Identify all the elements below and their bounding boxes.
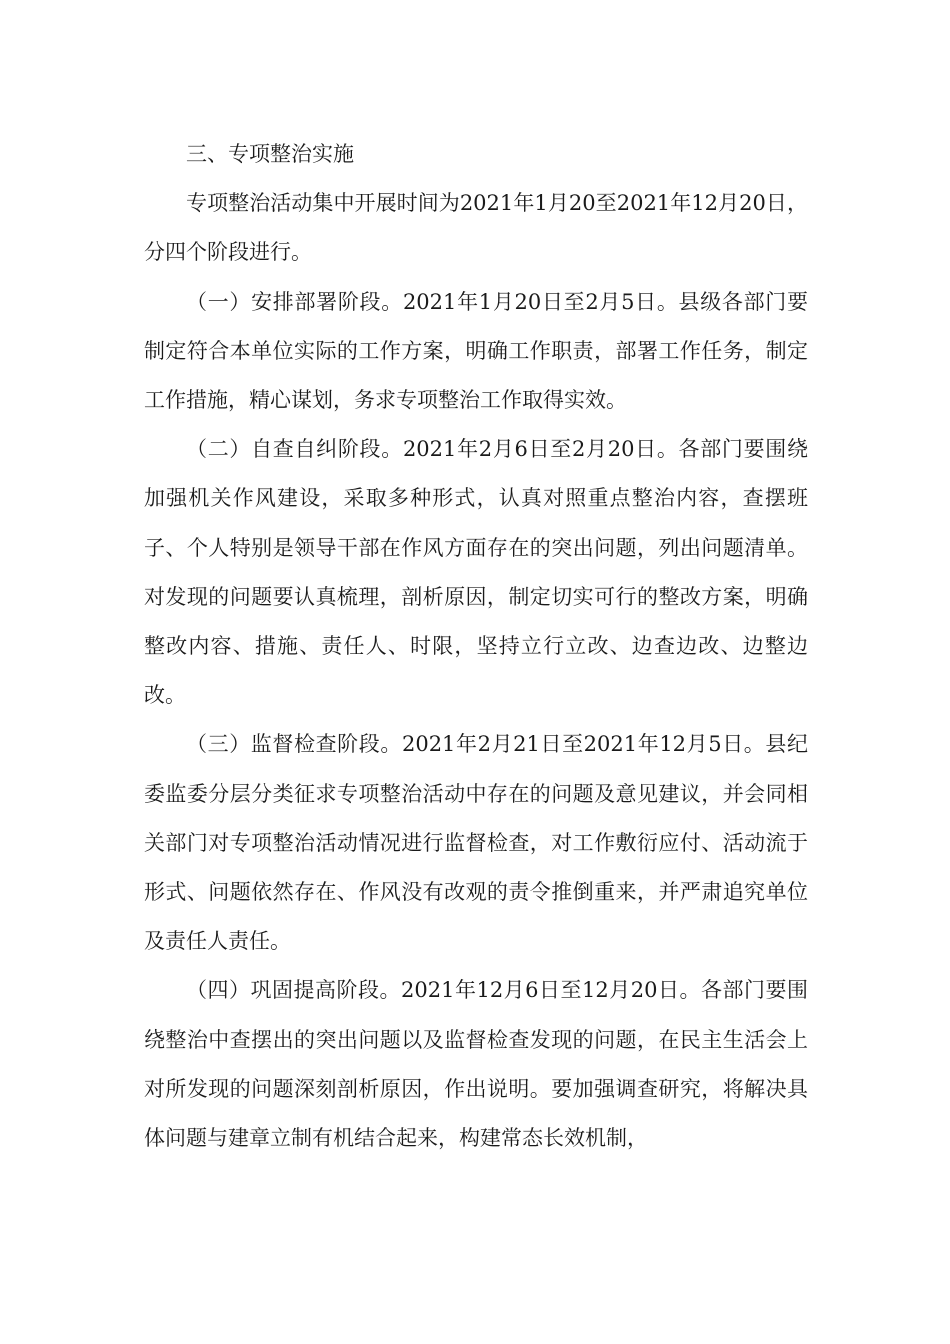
document-page (144, 130, 808, 1163)
paragraph-stage-2: （二）自查自纠阶段。2021年2月6日至2月20日。各部门要围绕加强机关作风建设，采取多种形式，认真对照重点整治内容，查摆班子、个人特别是领导干部在作风方面存在的突出问题，列出问题清单。对发现的问题要认真梳理，剖析原因，制定切实可行的整改方案，明确整改内容、措施、责任人、时限，坚持立行立改、边查边改、边整边改。 (144, 437, 808, 708)
paragraph-stage-4: （四）巩固提高阶段。2021年12月6日至12月20日。各部门要围绕整治中查摆出的突出问题以及监督检查发现的问题，在民主生活会上对所发现的问题深刻剖析原因，作出说明。要加强调查研究，将解决具体问题与建章立制有机结合起来，构建常态长效机制， (144, 978, 808, 1151)
paragraph-stage-1: （一）安排部署阶段。2021年1月20日至2月5日。县级各部门要制定符合本单位实际的工作方案，明确工作职责，部署工作任务，制定工作措施，精心谋划，务求专项整治工作取得实效。 (144, 289, 808, 413)
paragraph-schedule: 专项整治活动集中开展时间为2021年1月20至2021年12月20日，分四个阶段进行。 (144, 191, 808, 265)
section-heading: 三、专项整治实施 (186, 142, 354, 166)
paragraph-stage-3: （三）监督检查阶段。2021年2月21日至2021年12月5日。县纪委监委分层分类征求专项整治活动中存在的问题及意见建议，并会同相关部门对专项整治活动情况进行监督检查，对工作敷衍应付、活动流于形式、问题依然存在、作风没有改观的责令推倒重来，并严肃追究单位及责任人责任。 (144, 732, 808, 954)
